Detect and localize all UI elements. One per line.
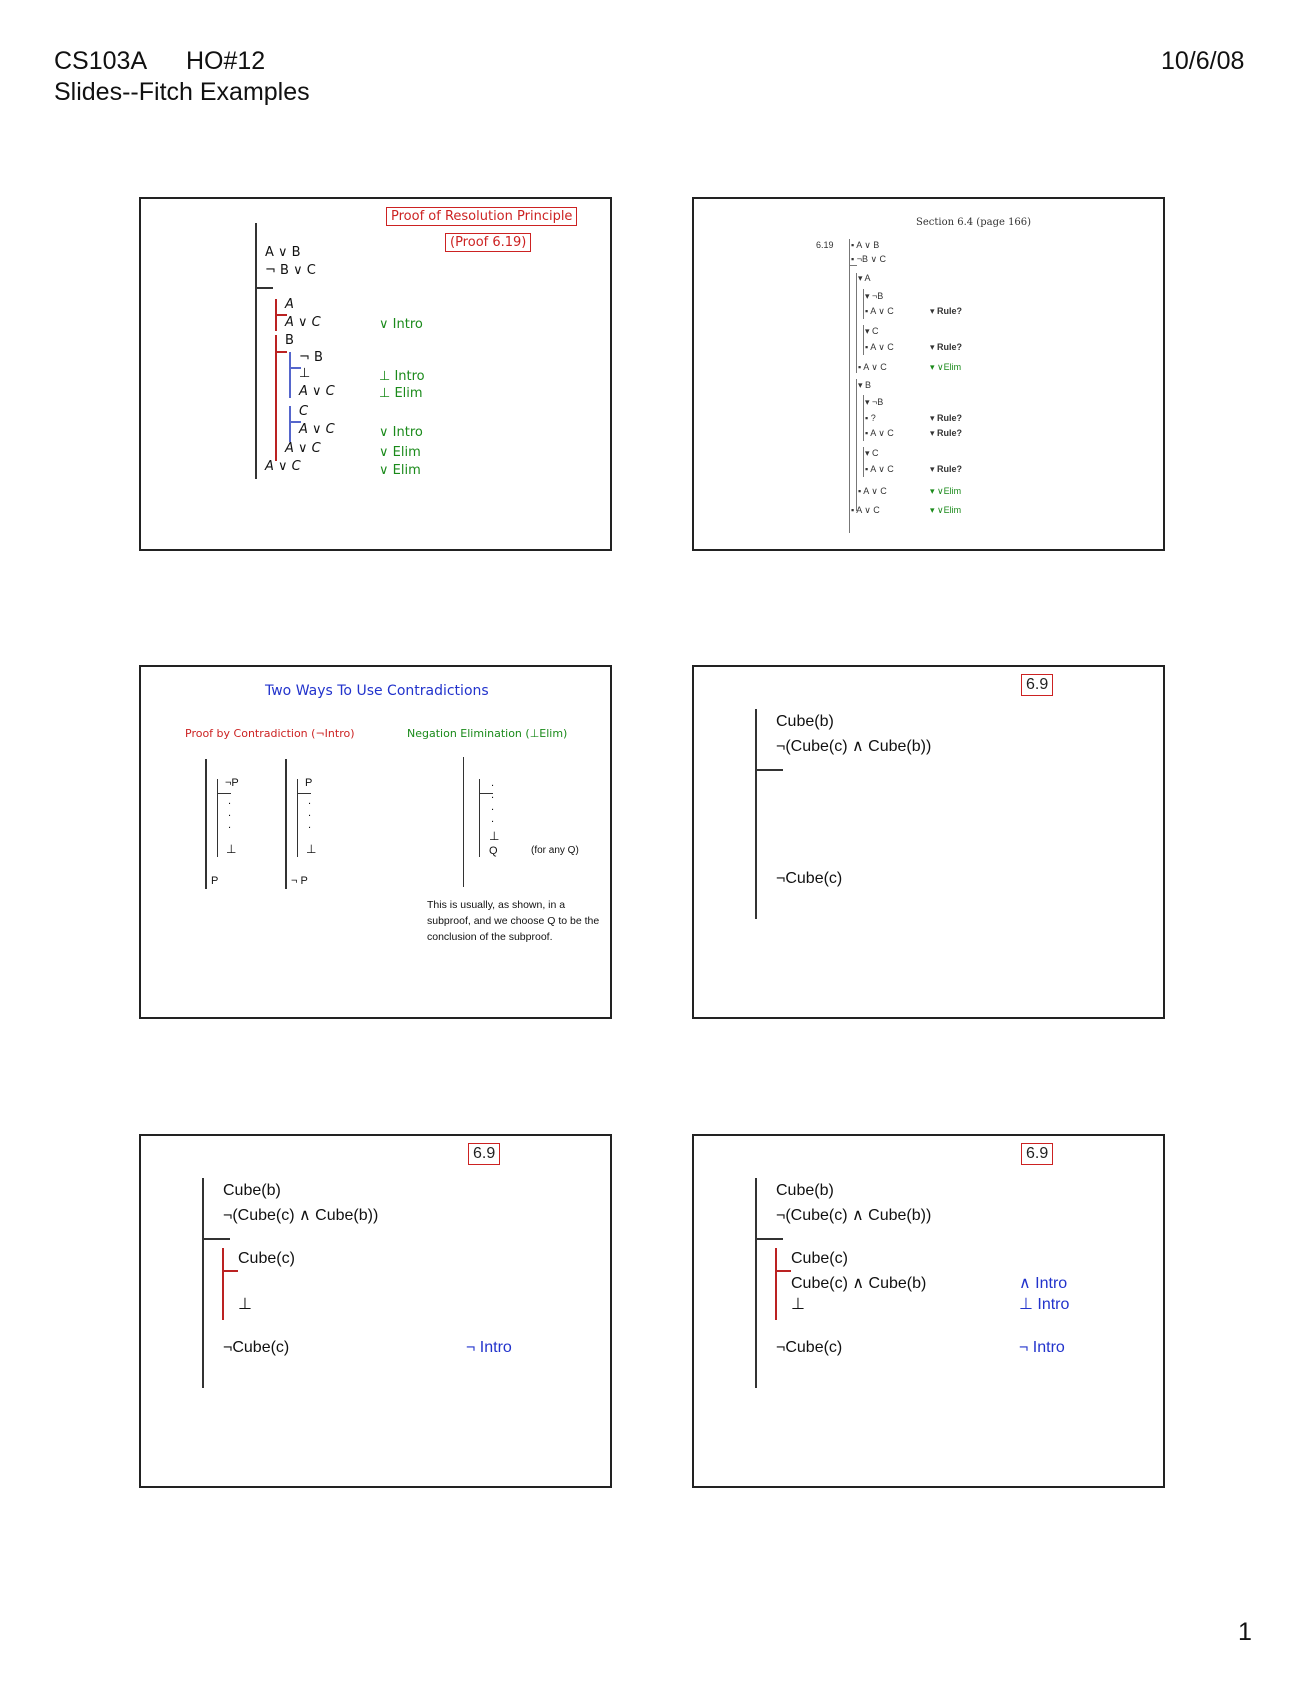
dot: .: [308, 819, 312, 831]
proof-line[interactable]: ▾ C: [865, 448, 879, 458]
premise: Cube(b): [776, 713, 834, 730]
formula: A ∨ B: [856, 240, 880, 250]
fitch-bar: [775, 1270, 791, 1272]
conclusion: P: [211, 875, 219, 887]
subproof-bar: [856, 273, 857, 373]
exercise-badge: 6.9: [1021, 1143, 1053, 1165]
proof-bar: [463, 757, 464, 887]
formula: A ∨ C: [863, 362, 887, 372]
ellipsis: [491, 777, 494, 825]
proof-line[interactable]: ▾ B: [858, 380, 872, 390]
annotation: (for any Q): [531, 845, 579, 856]
assumption: Cube(c): [791, 1250, 848, 1267]
subproof-bar: [289, 406, 291, 442]
dot: .: [308, 795, 312, 807]
rule-dropdown[interactable]: ▾ ∨Elim: [930, 486, 962, 496]
rule-label: ∨Elim: [937, 505, 962, 515]
slide-title: Section 6.4 (page 166): [916, 217, 1032, 228]
ellipsis: [308, 795, 311, 831]
rule-label: ∨ Intro: [379, 425, 423, 440]
slide-6-9-setup: [692, 665, 1165, 1019]
proof-line: ▪ A ∨ C: [858, 486, 887, 496]
proof-line: ▪ A ∨ C: [858, 362, 887, 372]
bottom-symbol: ⊥: [489, 829, 500, 843]
proof-line: Cube(c) ∧ Cube(b): [791, 1275, 927, 1292]
formula: A ∨ C: [870, 464, 894, 474]
fitch-bar: [755, 769, 783, 771]
left-heading: Proof by Contradiction (¬Intro): [185, 727, 355, 740]
rule-dropdown[interactable]: ▾ ∨Elim: [930, 505, 962, 515]
slide-6-9-subproof: [139, 1134, 612, 1488]
subproof-bar: [863, 395, 864, 441]
proof-line: ▪ ¬B ∨ C: [851, 254, 887, 264]
formula: ¬B ∨ C: [856, 254, 887, 264]
slide-contradictions: [139, 665, 612, 1019]
proof-line[interactable]: ▾ ¬B: [865, 291, 884, 301]
rule-label: ⊥ Intro: [1019, 1296, 1070, 1313]
rule-dropdown[interactable]: ▾ Rule?: [930, 464, 963, 474]
proof-line: ▪ ?: [865, 413, 876, 423]
dot: .: [228, 819, 232, 831]
formula: A ∨ C: [870, 342, 894, 352]
goal: ¬Cube(c): [776, 870, 843, 887]
fitch-bar: [849, 265, 857, 266]
proof-line: A ∨ C: [285, 315, 321, 330]
proof-line: C: [299, 404, 309, 419]
premise: ¬(Cube(c) ∧ Cube(b)): [776, 738, 932, 755]
proof-line: ▪ A ∨ C: [865, 464, 894, 474]
main-proof-bar: [755, 709, 757, 919]
explanatory-note: This is usually, as shown, in a subproof, and we choose Q to be the conclusion of the subproof.: [427, 899, 600, 943]
rule-label: Rule?: [937, 306, 963, 316]
subproof-bar: [775, 1248, 777, 1320]
formula: ¬B: [872, 397, 884, 407]
rule-label: ⊥ Intro: [379, 369, 425, 384]
premise: ¬(Cube(c) ∧ Cube(b)): [776, 1207, 932, 1224]
subproof-bar: [222, 1248, 224, 1320]
fitch-bar: [217, 793, 231, 794]
rule-label: Rule?: [937, 342, 963, 352]
dot: .: [491, 801, 495, 813]
conclusion: ¬ P: [291, 875, 308, 887]
proof-line: A ∨ C: [299, 384, 335, 399]
premise: A ∨ B: [265, 245, 301, 260]
slide-resolution-proof: [139, 197, 612, 551]
rule-label: ⊥ Elim: [379, 386, 423, 401]
subproof-bar: [863, 289, 864, 319]
fitch-bar: [222, 1270, 238, 1272]
formula: A ∨ C: [870, 306, 894, 316]
subproof-bar: [289, 352, 291, 398]
rule-label: ∨ Elim: [379, 445, 421, 460]
main-proof-bar: [255, 223, 257, 479]
main-proof-bar: [755, 1178, 757, 1388]
fitch-bar: [255, 287, 273, 289]
page-number: 1: [1238, 1618, 1252, 1646]
rule-dropdown[interactable]: ▾ Rule?: [930, 428, 963, 438]
proof-line: A: [285, 297, 294, 312]
slide-subtitle: (Proof 6.19): [445, 233, 531, 252]
fitch-bar: [275, 351, 287, 353]
right-heading: Negation Elimination (⊥Elim): [407, 727, 568, 740]
exercise-badge: 6.9: [1021, 674, 1053, 696]
goal: ¬Cube(c): [776, 1339, 843, 1356]
subproof-bar: [856, 379, 857, 511]
rule-label: Rule?: [937, 464, 963, 474]
rule-dropdown[interactable]: ▾ ∨Elim: [930, 362, 962, 372]
formula: A: [864, 273, 871, 283]
proof-line: A ∨ C: [285, 441, 321, 456]
proof-line[interactable]: ▾ A: [858, 273, 871, 283]
premise: ¬ B ∨ C: [265, 263, 316, 278]
proof-line: B: [285, 333, 294, 348]
slide-title: Proof of Resolution Principle: [386, 207, 577, 226]
proof-line: ▪ A ∨ C: [865, 306, 894, 316]
formula: A ∨ C: [856, 505, 880, 515]
assumption: P: [305, 777, 313, 789]
premise: Cube(b): [776, 1182, 834, 1199]
assumption: ¬P: [225, 777, 239, 789]
rule-label: ∧ Intro: [1019, 1275, 1068, 1292]
assumption: Cube(c): [238, 1250, 295, 1267]
dot: .: [491, 777, 495, 789]
rule-label: ∨ Intro: [379, 317, 423, 332]
main-proof-bar: [202, 1178, 204, 1388]
bottom-symbol: ⊥: [306, 842, 317, 856]
fitch-bar: [202, 1238, 230, 1240]
rule-label: Rule?: [937, 428, 963, 438]
dot: .: [491, 789, 495, 801]
fitch-bar: [755, 1238, 783, 1240]
proof-line: ⊥: [299, 366, 311, 381]
proof-line: ▪ A ∨ B: [851, 240, 880, 250]
dot: .: [308, 807, 312, 819]
proof-line: ▪ A ∨ C: [865, 342, 894, 352]
subproof-bar: [275, 335, 277, 461]
premise: ¬(Cube(c) ∧ Cube(b)): [223, 1207, 379, 1224]
handout-number: HO#12: [186, 47, 266, 75]
formula: C: [872, 448, 879, 458]
rule-dropdown[interactable]: ▾ Rule?: [930, 306, 963, 316]
formula: ¬B: [872, 291, 884, 301]
subproof-bar: [863, 325, 864, 355]
proof-line: ▪ A ∨ C: [851, 505, 880, 515]
rule-dropdown[interactable]: ▾ Rule?: [930, 413, 963, 423]
ellipsis: [228, 795, 231, 831]
proof-bar: [205, 759, 207, 889]
bottom-symbol: ⊥: [238, 1296, 252, 1313]
slide-section-6-4: [692, 197, 1165, 551]
subproof-bar: [217, 779, 218, 857]
premise: Cube(b): [223, 1182, 281, 1199]
formula: ?: [870, 413, 876, 423]
conclusion: Q: [489, 845, 498, 857]
dot: .: [228, 807, 232, 819]
proof-line: ¬ B: [299, 350, 323, 365]
dot: .: [228, 795, 232, 807]
formula: A ∨ C: [863, 486, 887, 496]
rule-label: ∨Elim: [937, 486, 962, 496]
goal: ¬Cube(c): [223, 1339, 290, 1356]
dot: .: [491, 813, 495, 825]
proof-line: A ∨ C: [265, 459, 301, 474]
bottom-symbol: ⊥: [791, 1296, 805, 1313]
page-title: Slides--Fitch Examples: [54, 78, 310, 106]
subproof-bar: [863, 447, 864, 477]
formula: B: [865, 380, 872, 390]
proof-bar: [285, 759, 287, 889]
formula: A ∨ C: [870, 428, 894, 438]
exercise-badge: 6.9: [468, 1143, 500, 1165]
rule-label: Rule?: [937, 413, 963, 423]
slide-title: Two Ways To Use Contradictions: [265, 683, 489, 699]
main-proof-bar: [849, 239, 850, 533]
formula: C: [872, 326, 879, 336]
rule-label: ¬ Intro: [1019, 1339, 1065, 1356]
rule-label: ¬ Intro: [466, 1339, 512, 1356]
proof-line: ▪ A ∨ C: [865, 428, 894, 438]
subproof-bar: [297, 779, 298, 857]
course-code: CS103A: [54, 47, 148, 75]
rule-dropdown[interactable]: ▾ Rule?: [930, 342, 963, 352]
subproof-bar: [479, 779, 480, 857]
proof-line[interactable]: ▾ ¬B: [865, 397, 884, 407]
rule-label: ∨ Elim: [379, 463, 421, 478]
fitch-bar: [297, 793, 311, 794]
date: 10/6/08: [1161, 47, 1245, 75]
proof-line: A ∨ C: [299, 422, 335, 437]
proof-label: 6.19: [816, 240, 834, 250]
proof-line[interactable]: ▾ C: [865, 326, 879, 336]
bottom-symbol: ⊥: [226, 842, 237, 856]
slide-6-9-complete: [692, 1134, 1165, 1488]
rule-label: ∨Elim: [937, 362, 962, 372]
